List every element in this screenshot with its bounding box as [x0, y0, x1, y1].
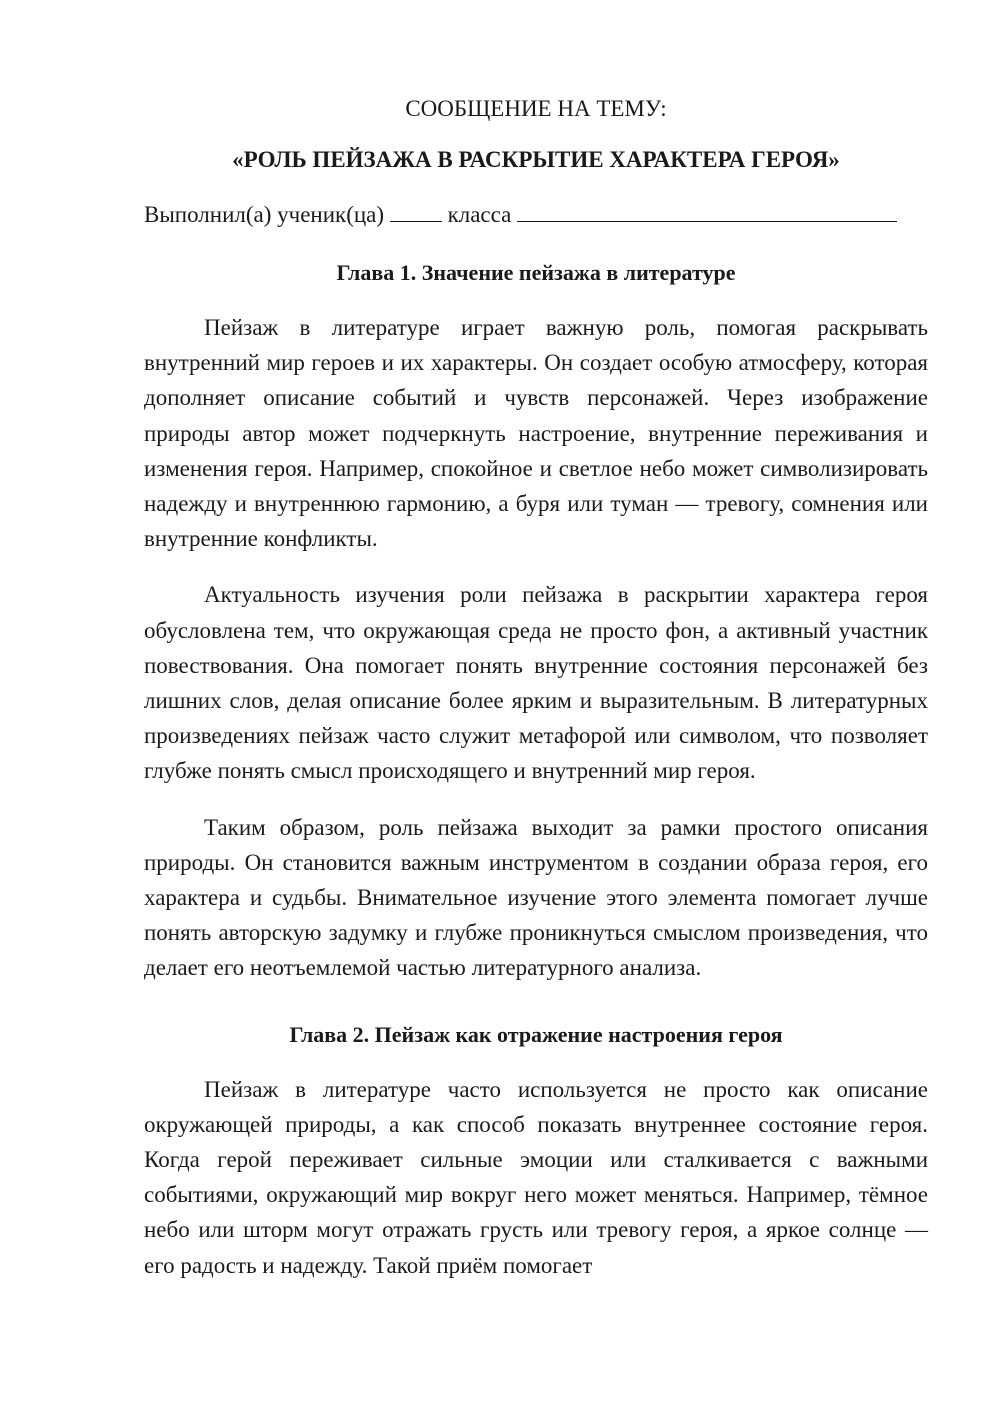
byline	[144, 198, 928, 232]
byline-prefix: Выполнил(а) ученик(ца)	[144, 202, 385, 227]
chapter-1-paragraph-2: Актуальность изучения роли пейзажа в раскрытии характера героя обусловлена тем, что окружающая среда не просто фон, а активный участник повествования. Она помогает понять внутренние состояния персонажей без лишних слов, делая описание более ярким и выразительным. В литературных произведениях пейзаж часто служит метафорой или символом, что позволяет глубже понять смысл происходящего и внутренний мир героя.	[144, 582, 928, 784]
chapter-1-paragraph-3: Таким образом, роль пейзажа выходит за рамки простого описания природы. Он становится важным инструментом в создании образа героя, его характера и судьбы. Внимательное изучение этого элемента помогает лучше понять авторскую задумку и глубже проникнуться смыслом произведения, что делает его неотъемлемой частью литературного анализа.	[144, 814, 928, 981]
grade-blank	[390, 199, 442, 222]
chapter-2-paragraph-1: Пейзаж в литературе часто используется не просто как описание окружающей природы, а как способ показать внутреннее состояние героя. Когда герой переживает сильные эмоции или сталкивается с важными событиями, окружающий мир вокруг него может меняться. Например, тёмное небо или шторм могут отражать грусть или тревогу героя, а яркое солнце — его радость и надежду. Такой приём помогает	[144, 1076, 928, 1278]
document-subtitle: «РОЛЬ ПЕЙЗАЖА В РАСКРЫТИЕ ХАРАКТЕРА ГЕРОЯ»	[232, 147, 840, 172]
chapter-1-paragraph-1: Пейзаж в литературе играет важную роль, помогая раскрывать внутренний мир героев и их характеры. Он создает особую атмосферу, которая дополняет описание событий и чувств персонажей. Через изображение природы автор может подчеркнуть настроение, внутренние переживания и изменения героя. Например, спокойное и светлое небо может символизировать надежду и внутреннюю гармонию, а буря или туман — тревогу, сомнения или внутренние конфликты.	[144, 315, 928, 552]
byline-middle: класса	[447, 202, 512, 227]
chapter-1-title: Глава 1. Значение пейзажа в литературе	[336, 260, 736, 285]
document-page	[144, 92, 928, 1283]
class-blank	[517, 199, 897, 222]
chapter-2-title: Глава 2. Пейзаж как отражение настроения героя	[289, 1021, 783, 1047]
document-title: СООБЩЕНИЕ НА ТЕМУ:	[405, 96, 667, 121]
